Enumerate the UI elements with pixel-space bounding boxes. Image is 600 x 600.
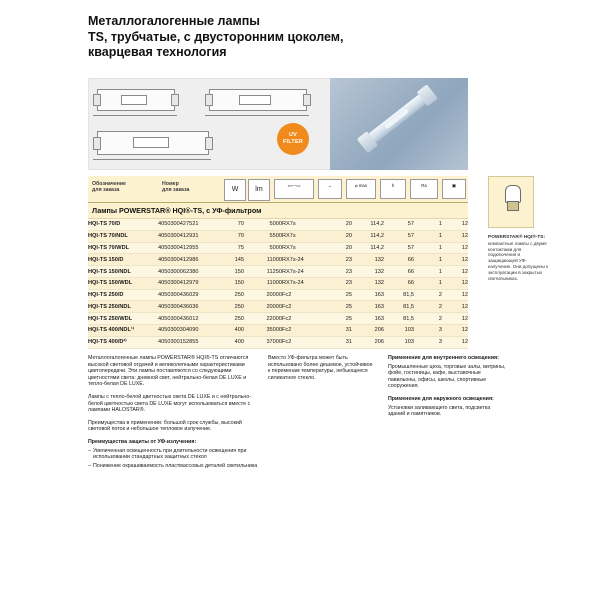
page-title <box>88 14 508 61</box>
lamp-drawing-2-cap-left <box>205 94 213 106</box>
cell-lumens: 11250 <box>244 266 282 278</box>
cell-diameter: 163 <box>352 301 384 313</box>
cell-base: Fc2 <box>282 301 326 313</box>
table-row <box>88 336 468 348</box>
lamp-drawing-2-dim-line <box>205 115 309 116</box>
table-header-order-number-l1: Номер <box>162 181 179 187</box>
cell-wattage: 400 <box>220 325 244 337</box>
cell-lifetime: 57 <box>384 219 414 230</box>
length-icon: ↔ <box>318 179 342 199</box>
cell-wattage: 75 <box>220 242 244 254</box>
body-left-bullets <box>88 448 258 470</box>
table-row <box>88 301 468 313</box>
cell-lifetime: 81,5 <box>384 289 414 301</box>
cell-lifetime: 66 <box>384 277 414 289</box>
cell-base: RX7s <box>282 242 326 254</box>
watt-icon-label: W <box>231 186 239 193</box>
base-icon: ▭—▭ <box>274 179 314 199</box>
cell-wattage: 150 <box>220 277 244 289</box>
cell-lifetime: 66 <box>384 266 414 278</box>
cell-diameter: 114,2 <box>352 230 384 242</box>
lamp-drawing-1-arc <box>121 95 147 105</box>
table-row <box>88 219 468 230</box>
cell-base: RX7s <box>282 230 326 242</box>
lamp-drawing-1-cap-right <box>171 94 179 106</box>
body-left-heading: Преимущества защиты от УФ-излучения: <box>88 438 197 445</box>
powerstar-side-caption <box>488 234 550 281</box>
cell-lumens: 11000 <box>244 277 282 289</box>
cell-order-name: HQI-TS 150/D <box>88 254 158 266</box>
cell-lifetime: 103 <box>384 325 414 337</box>
cell-length: 31 <box>326 336 352 348</box>
cell-color-rating: 3 <box>414 336 442 348</box>
cell-wattage: 70 <box>220 219 244 230</box>
cell-order-number: 4050300427521 <box>158 219 220 230</box>
cell-order-name: HQI-TS 250/D <box>88 289 158 301</box>
lamp-drawing-1-dim-line <box>93 115 177 116</box>
table-row <box>88 266 468 278</box>
cell-lumens: 11000 <box>244 254 282 266</box>
body-right-heading-1: Применение для внутреннего освещения: <box>388 355 499 361</box>
cell-order-name: HQI-TS 250/NDL <box>88 301 158 313</box>
cell-order-number: 4050300412979 <box>158 277 220 289</box>
table-header-order-name <box>92 181 126 194</box>
lifetime-icon: h <box>380 179 406 199</box>
packaging-icon: ▣ <box>442 179 466 199</box>
uv-filter-badge <box>277 123 309 155</box>
cell-order-name: HQI-TS 400/D²⁾ <box>88 336 158 348</box>
cell-order-number: 4050300412986 <box>158 254 220 266</box>
cell-base: Fc2 <box>282 313 326 325</box>
uv-filter-badge-line-2: FILTER <box>282 139 304 145</box>
table-header-order-name-l2: для заказа <box>92 187 120 194</box>
lamp-drawing-1-cap-left <box>93 94 101 106</box>
cell-base: RX7s-24 <box>282 254 326 266</box>
table-header <box>88 176 468 203</box>
cell-order-name: HQI-TS 70/D <box>88 219 158 230</box>
cell-length: 25 <box>326 301 352 313</box>
cell-base: Fc2 <box>282 325 326 337</box>
body-middle-p1: Вместо УФ-фильтра может быть использовано более дешевое, устойчивое к переменам температуры, небьющееся силикатное стекло. <box>268 355 373 381</box>
cell-diameter: 132 <box>352 277 384 289</box>
body-left-p1: Металлогалогенные лампы POWERSTAR® HQI®-TS отличаются высокой световой отдачей и великолепными характеристиками цветопередачи. Эти лампы поставляются со следующими цветностями света: дневной свет, нейтрально-белая DE LUXE и тепло-белая DE LUXE. <box>88 355 249 388</box>
lamp-drawing-2-cap-right <box>303 94 311 106</box>
cell-length: 23 <box>326 254 352 266</box>
cell-lumens: 22000 <box>244 313 282 325</box>
cell-order-name: HQI-TS 70/WDL <box>88 242 158 254</box>
cell-lumens: 20000 <box>244 289 282 301</box>
table-row <box>88 313 468 325</box>
cell-diameter: 206 <box>352 336 384 348</box>
cell-order-name: HQI-TS 150/NDL <box>88 266 158 278</box>
cell-wattage: 400 <box>220 336 244 348</box>
cell-diameter: 114,2 <box>352 219 384 230</box>
cell-order-name: HQI-TS 400/NDL¹⁾ <box>88 325 158 337</box>
uv-filter-badge-line-1: UV <box>288 132 298 138</box>
cell-length: 31 <box>326 325 352 337</box>
body-column-left <box>88 355 258 471</box>
powerstar-side-icon-box <box>488 176 534 228</box>
cell-length: 20 <box>326 242 352 254</box>
cell-pack-qty: 12 <box>442 313 468 325</box>
cell-order-number: 4050300304090 <box>158 325 220 337</box>
lumen-icon <box>248 179 270 201</box>
table-row <box>88 289 468 301</box>
lamp-drawing-3-arc <box>133 137 169 148</box>
cell-diameter: 114,2 <box>352 242 384 254</box>
cell-pack-qty: 12 <box>442 277 468 289</box>
cell-order-number: 4050300152855 <box>158 336 220 348</box>
cell-color-rating: 1 <box>414 277 442 289</box>
lamp-drawing-3-cap-right <box>205 137 213 150</box>
cell-pack-qty: 12 <box>442 219 468 230</box>
table-section-title: Лампы POWERSTAR® HQI®-TS, с УФ-фильтром <box>88 203 468 219</box>
table-row <box>88 325 468 337</box>
cell-pack-qty: 12 <box>442 254 468 266</box>
cell-lifetime: 57 <box>384 230 414 242</box>
cell-order-number: 4050300062380 <box>158 266 220 278</box>
cell-order-number: 4050300436012 <box>158 313 220 325</box>
cell-lifetime: 57 <box>384 242 414 254</box>
cell-pack-qty: 12 <box>442 266 468 278</box>
cell-wattage: 145 <box>220 254 244 266</box>
cell-lifetime: 66 <box>384 254 414 266</box>
cell-color-rating: 1 <box>414 219 442 230</box>
cell-wattage: 250 <box>220 313 244 325</box>
table-row <box>88 242 468 254</box>
powerstar-side-caption-text: компактные лампы с двумя контактами для подключения и защищающей УФ-излучение. Они допущены к эксплуатации в закрытых светильниках. <box>488 240 549 281</box>
page-title-line-2: TS, трубчатые, с двусторонним цоколем, <box>88 29 344 44</box>
cell-lifetime: 103 <box>384 336 414 348</box>
page-title-line-1: Металлогалогенные лампы <box>88 14 260 28</box>
cell-wattage: 250 <box>220 289 244 301</box>
cell-lumens: 5000 <box>244 219 282 230</box>
cell-pack-qty: 12 <box>442 230 468 242</box>
cell-order-name: HQI-TS 250/WDL <box>88 313 158 325</box>
cell-lumens: 20000 <box>244 301 282 313</box>
lamp-socket-icon <box>502 185 522 211</box>
table-row <box>88 254 468 266</box>
cell-diameter: 132 <box>352 254 384 266</box>
table-header-order-number-l2: для заказа <box>162 187 190 194</box>
cell-diameter: 163 <box>352 289 384 301</box>
cell-pack-qty: 12 <box>442 301 468 313</box>
cell-diameter: 132 <box>352 266 384 278</box>
body-right-p2: Установки заливающего света, подсветка зданий и памятников. <box>388 404 491 418</box>
cell-length: 20 <box>326 219 352 230</box>
cell-color-rating: 1 <box>414 242 442 254</box>
body-left-p3: Преимущества в применении: большой срок службы, высокий световой поток и небольшое тепловое излучение. <box>88 419 242 433</box>
cell-base: Fc2 <box>282 336 326 348</box>
body-column-middle <box>268 355 373 387</box>
lamp-photo-tube <box>338 78 462 170</box>
lumen-icon-label: lm <box>255 186 263 193</box>
cell-color-rating: 2 <box>414 301 442 313</box>
lamp-drawing-3-cap-left <box>93 137 101 150</box>
cell-length: 23 <box>326 266 352 278</box>
lamp-socket-icon-base <box>507 201 519 211</box>
cell-wattage: 250 <box>220 301 244 313</box>
table-header-order-number <box>162 181 189 194</box>
cell-order-number: 4050300412955 <box>158 242 220 254</box>
cell-base: RX7s-24 <box>282 266 326 278</box>
cell-pack-qty: 12 <box>442 325 468 337</box>
cell-order-name: HQI-TS 150/WDL <box>88 277 158 289</box>
cell-color-rating: 2 <box>414 313 442 325</box>
cell-wattage: 70 <box>220 230 244 242</box>
lamp-photo <box>330 78 468 170</box>
body-right-p1: Промышленные цеха, торговые залы, витрины, фойе, гостиницы, кафе, выставочные павильоны, офисы, школы, спортивные сооружения. <box>388 363 506 390</box>
cell-pack-qty: 12 <box>442 242 468 254</box>
cell-lifetime: 81,5 <box>384 301 414 313</box>
cell-lumens: 37000 <box>244 336 282 348</box>
cell-length: 25 <box>326 289 352 301</box>
cell-color-rating: 2 <box>414 289 442 301</box>
cell-color-rating: 1 <box>414 230 442 242</box>
cell-base: Fc2 <box>282 289 326 301</box>
cell-base: RX7s-24 <box>282 277 326 289</box>
cell-length: 23 <box>326 277 352 289</box>
lamp-drawing-3-dim-line <box>93 159 211 160</box>
page-title-line-3: кварцевая технология <box>88 45 227 59</box>
table-header-order-name-l1: Обозначение <box>92 181 126 187</box>
body-right-heading-2: Применение для наружного освещения: <box>388 395 494 402</box>
body-left-bullet-2: – Понижение окрашиваемость пластмассовых деталей светильника <box>88 463 258 470</box>
cell-order-name: HQI-TS 70/NDL <box>88 230 158 242</box>
cell-wattage: 150 <box>220 266 244 278</box>
powerstar-side-caption-title: POWERSTAR® HQI®-TS: <box>488 235 546 240</box>
body-left-bullet-1: – Увеличенная освещенность при длительности освещения при использовании стандартных защитных стекол <box>88 448 258 461</box>
cell-lifetime: 81,5 <box>384 313 414 325</box>
diameter-icon: ⌀ max <box>346 179 376 199</box>
cell-lumens: 5000 <box>244 242 282 254</box>
cell-diameter: 163 <box>352 313 384 325</box>
cell-order-number: 4050300436029 <box>158 289 220 301</box>
body-left-p2: Лампы с тепло-белой цветностью света DE LUXE и с нейтрально-белой цветностью света DE LUXE могут использоваться вместе с лампами HALOSTAR®. <box>88 393 252 414</box>
cell-order-number: 4050300436036 <box>158 301 220 313</box>
watt-icon <box>224 179 246 201</box>
cell-base: RX7s <box>282 219 326 230</box>
cell-lumens: 35000 <box>244 325 282 337</box>
cell-lumens: 5500 <box>244 230 282 242</box>
table-row <box>88 230 468 242</box>
body-column-right <box>388 355 508 424</box>
cell-length: 25 <box>326 313 352 325</box>
cell-pack-qty: 12 <box>442 289 468 301</box>
lamp-drawing-2-arc <box>239 95 271 105</box>
cell-diameter: 206 <box>352 325 384 337</box>
cell-length: 20 <box>326 230 352 242</box>
cell-pack-qty: 12 <box>442 336 468 348</box>
cell-color-rating: 1 <box>414 254 442 266</box>
product-table <box>88 176 468 349</box>
color-temp-icon: Ra <box>410 179 438 199</box>
cell-color-rating: 3 <box>414 325 442 337</box>
cell-order-number: 4050300412931 <box>158 230 220 242</box>
table-row <box>88 277 468 289</box>
cell-color-rating: 1 <box>414 266 442 278</box>
table-body <box>88 219 468 349</box>
